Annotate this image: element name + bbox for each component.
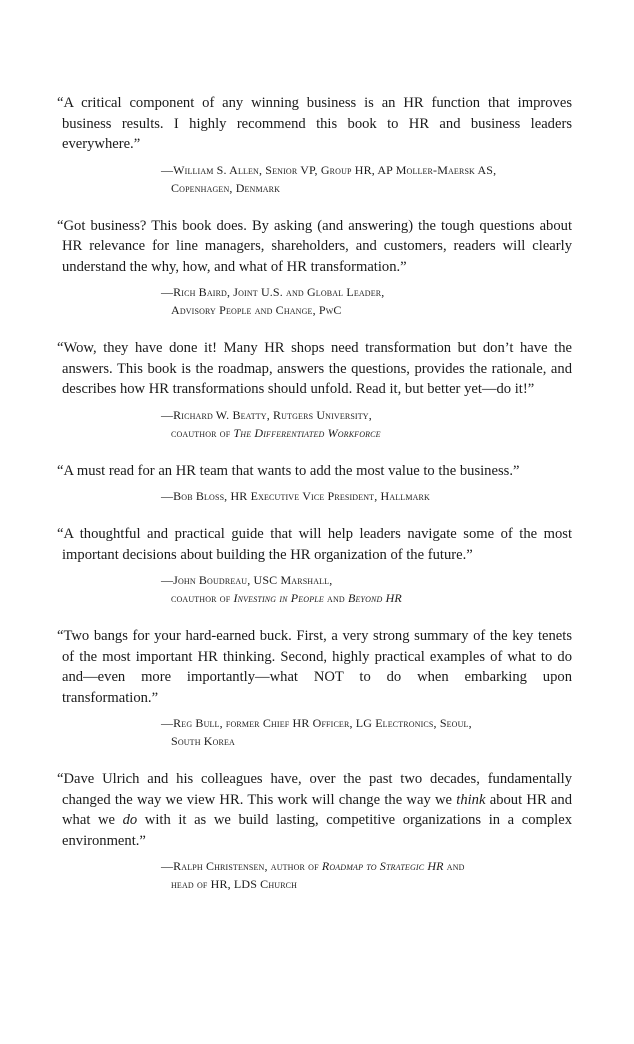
testimonials-page — [57, 93, 572, 893]
book-title: Roadmap to Strategic HR — [321, 859, 444, 873]
testimonial-1 — [57, 93, 572, 197]
testimonial-quote: “Two bangs for your hard-earned buck. First, a very strong summary of the key tenets of the most important HR thinking. Second, highly practical examples of what to do and—even more importantly—what NOT to do when embarking upon transformation.” — [57, 628, 572, 706]
testimonial-attribution — [161, 406, 572, 442]
attribution-line-1: —John Boudreau, USC Marshall, — [161, 573, 333, 587]
attribution-line-2: Copenhagen, Denmark — [171, 180, 281, 195]
testimonial-quote: “Dave Ulrich and his colleagues have, over the past two decades, fundamentally changed the way we view HR. This work will change the way we think about HR and what we do with it as we build lasting, competitive organizations in a complex environment.” — [57, 771, 573, 849]
attribution-line-2: Advisory People and Change, PwC — [171, 303, 342, 317]
testimonial-quote: “A thoughtful and practical guide that will help leaders navigate some of the most important decisions about building the HR organization of the future.” — [57, 526, 572, 563]
book-title: Beyond HR — [347, 591, 402, 605]
testimonial-attribution — [161, 714, 572, 750]
attribution-line-2: coauthor of Investing in People and Beyond HR — [171, 591, 402, 605]
emphasis: think — [456, 791, 486, 808]
attribution-line-1: —Rich Baird, Joint U.S. and Global Leader, — [161, 285, 385, 299]
testimonial-quote: “A critical component of any winning business is an HR function that improves business results. I highly recommend this book to HR and business leaders everywhere.” — [57, 95, 572, 152]
emphasis: do — [122, 812, 138, 828]
book-title: The Differentiated Workforce — [233, 425, 381, 440]
testimonial-attribution — [161, 571, 572, 607]
testimonial-7 — [57, 769, 572, 893]
attribution-line-1: —Bob Bloss, HR Executive Vice President, Hallmark — [161, 489, 430, 503]
attribution-line-1: —William S. Allen, Senior VP, Group HR, AP Moller-Maersk AS, — [161, 162, 497, 177]
testimonial-attribution — [161, 283, 572, 319]
attribution-line-2: coauthor of The Differentiated Workforce — [171, 425, 381, 440]
testimonial-quote: “Got business? This book does. By asking (and answering) the tough questions about HR relevance for line managers, shareholders, and customers, readers will clearly understand the why, how, and what of HR transformation.” — [57, 217, 572, 275]
testimonial-4 — [57, 461, 572, 506]
testimonial-5 — [57, 524, 572, 607]
testimonial-quote: “A must read for an HR team that wants to add the most value to the business.” — [57, 462, 520, 479]
testimonial-2 — [57, 216, 572, 320]
attribution-line-1: —Reg Bull, former Chief HR Officer, LG Electronics, Seoul, — [161, 716, 472, 730]
attribution-line-1: —Ralph Christensen, author of Roadmap to Strategic HR and — [161, 859, 465, 873]
testimonial-quote: “Wow, they have done it! Many HR shops need transformation but don’t have the answers. This book is the roadmap, answers the questions, provides the rationale, and describes how HR transformations should unfold. Read it, but better yet—do it!” — [57, 340, 572, 397]
testimonial-6 — [57, 626, 572, 750]
testimonial-attribution — [161, 487, 572, 505]
book-title: Investing in People — [233, 591, 324, 605]
attribution-line-2: South Korea — [171, 734, 235, 748]
attribution-line-1: —Richard W. Beatty, Rutgers University, — [161, 407, 372, 422]
testimonial-3 — [57, 338, 572, 442]
testimonial-attribution — [161, 161, 572, 197]
attribution-line-2: head of HR, LDS Church — [171, 877, 298, 891]
testimonial-attribution — [161, 857, 572, 893]
